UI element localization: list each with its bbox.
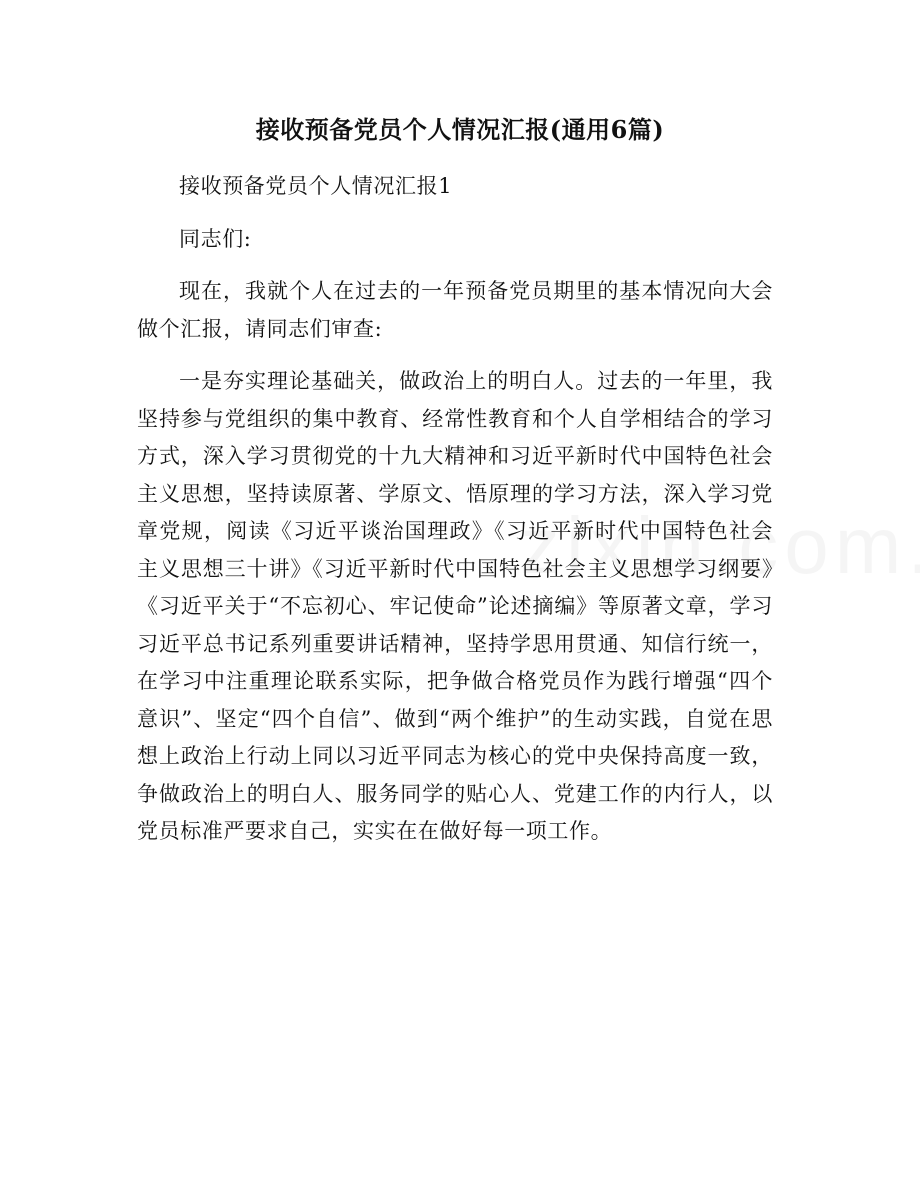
document-title: 接收预备党员个人情况汇报(通用6篇) (255, 115, 665, 144)
paragraph-theory: 一是夯实理论基础关，做政治上的明白人。过去的一年里，我坚持参与党组织的集中教育、经常性教育和个人自学相结合的学习方式，深入学习贯彻党的十九大精神和习近平新时代中国特色社会主义思想，坚持读原著、学原文、悟原理的学习方法，深入学习党章党规，阅读《习近平谈治国理政》《习近平新时代中国特色社会主义思想三十讲》《习近平新时代中国特色社会主义思想学习纲要》《习近平关于“不忘初心、牢记使命”论述摘编》等原著文章，学习习近平总书记系列重要讲话精神，坚持学思用贯通、知信行统一，在学习中注重理论联系实际，把争做合格党员作为践行增强“四个意识”、坚定“四个自信”、做到“两个维护”的生动实践，自觉在思想上政治上行动上同以习近平同志为核心的党中央保持高度一致，争做政治上的明白人、服务同学的贴心人、党建工作的内行人，以党员标准严要求自己，实实在在做好每一项工作。 (137, 369, 773, 843)
paragraph-intro: 现在，我就个人在过去的一年预备党员期里的基本情况向大会做个汇报，请同志们审查: (137, 279, 773, 341)
salutation: 同志们: (179, 226, 252, 251)
section-heading: 接收预备党员个人情况汇报1 (179, 174, 453, 198)
document-body (137, 168, 773, 866)
